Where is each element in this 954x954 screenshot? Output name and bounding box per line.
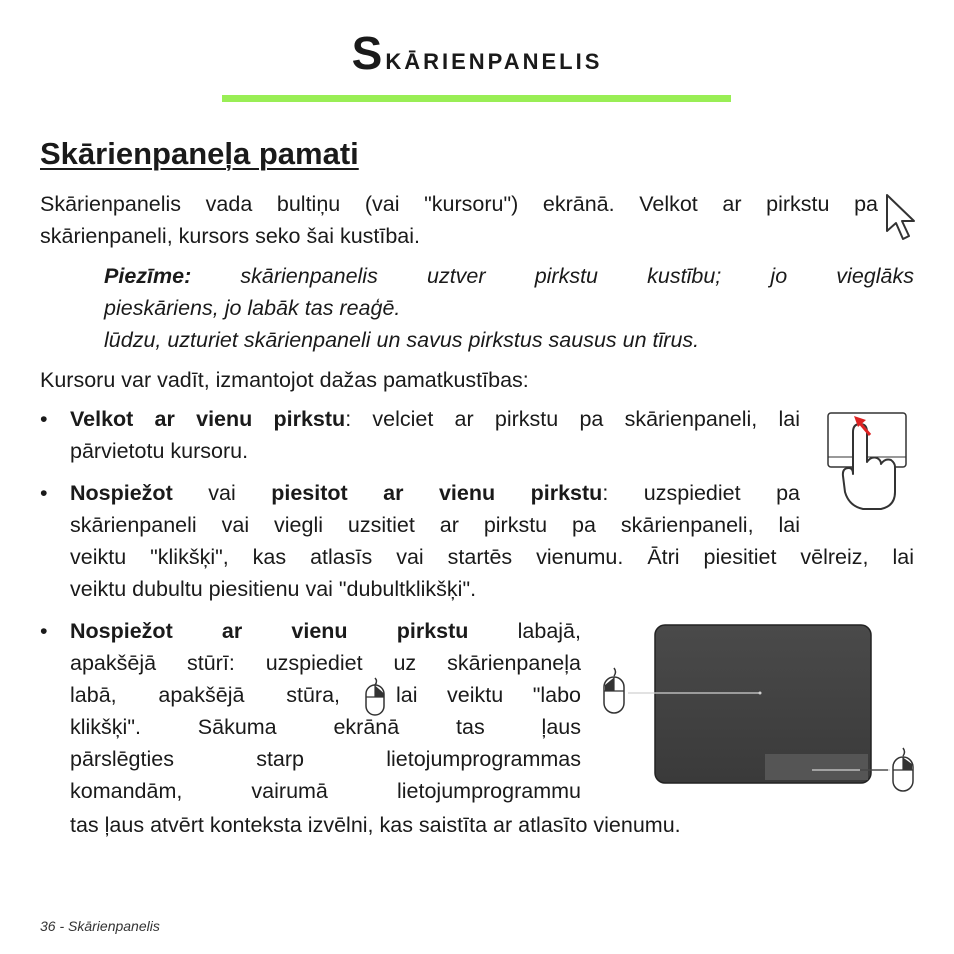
item-3-line-3a: labā, apakšējā stūra, bbox=[70, 683, 340, 707]
item-3-line-3b: lai veiktu "labo bbox=[396, 683, 581, 707]
section-title: Skārienpaneļa pamati bbox=[40, 136, 359, 171]
item-3-line-4: klikšķi". Sākuma ekrānā tas ļaus bbox=[70, 715, 581, 739]
bullet-3: • bbox=[40, 619, 48, 643]
item-3-line-7: tas ļaus atvērt konteksta izvēlni, kas saistīta ar atlasīto vienumu. bbox=[70, 813, 681, 837]
item-3-line-2: apakšējā stūrī: uzspiediet uz skārienpaneļa bbox=[70, 651, 581, 675]
right-click-mouse-icon-diagram bbox=[893, 748, 913, 791]
note-line-2: pieskāriens, jo labāk tas reaģē. bbox=[104, 296, 401, 320]
left-click-mouse-icon bbox=[604, 668, 624, 713]
intro-line-2: skārienpaneli, kursors seko šai kustībai. bbox=[40, 224, 421, 248]
page-footer: 36 - Skārienpanelis bbox=[40, 918, 160, 934]
title-rule bbox=[222, 95, 731, 102]
item-1-line-1: Velkot ar vienu pirkstu: velciet ar pirkstu pa skārienpaneli, lai bbox=[70, 407, 800, 431]
touchpad-diagram bbox=[600, 620, 920, 800]
bullet-2: • bbox=[40, 481, 48, 505]
note-label: Piezīme: bbox=[104, 264, 192, 288]
lead-text: Kursoru var vadīt, izmantojot dažas pamatkustības: bbox=[40, 368, 529, 392]
item-3-line-1: Nospiežot ar vienu pirkstu labajā, bbox=[70, 619, 581, 643]
bullet-1: • bbox=[40, 407, 48, 431]
item-2-line-1: Nospiežot vai piesitot ar vienu pirkstu: uzspiediet pa bbox=[70, 481, 800, 505]
cursor-arrow-icon bbox=[884, 193, 918, 245]
item-3-line-5: pārslēgties starp lietojumprogrammas bbox=[70, 747, 581, 771]
item-2-line-2: skārienpaneli vai viegli uzsitiet ar pirkstu pa skārienpaneli, lai bbox=[70, 513, 800, 537]
item-2-line-4: veiktu dubultu piesitienu vai "dubultklikšķi". bbox=[70, 577, 477, 601]
right-click-zone bbox=[765, 754, 868, 780]
note-line-3: lūdzu, uzturiet skārienpaneli un savus pirkstus sausus un tīrus. bbox=[104, 328, 700, 352]
item-3-line-6: komandām, vairumā lietojumprogrammu bbox=[70, 779, 581, 803]
chapter-title: Skārienpanelis bbox=[351, 27, 603, 79]
note-line-1: Piezīme: skārienpanelis uztver pirkstu kustību; jo vieglāks bbox=[104, 264, 914, 288]
item-1-line-2: pārvietotu kursoru. bbox=[70, 439, 249, 463]
intro-line-1: Skārienpanelis vada bultiņu (vai "kursoru") ekrānā. Velkot ar pirkstu pa bbox=[40, 192, 878, 216]
item-2-line-3: veiktu "klikšķi", kas atlasīs vai startēs vienumu. Ātri piesitiet vēlreiz, lai bbox=[70, 545, 914, 569]
finger-drag-illustration bbox=[823, 410, 911, 512]
